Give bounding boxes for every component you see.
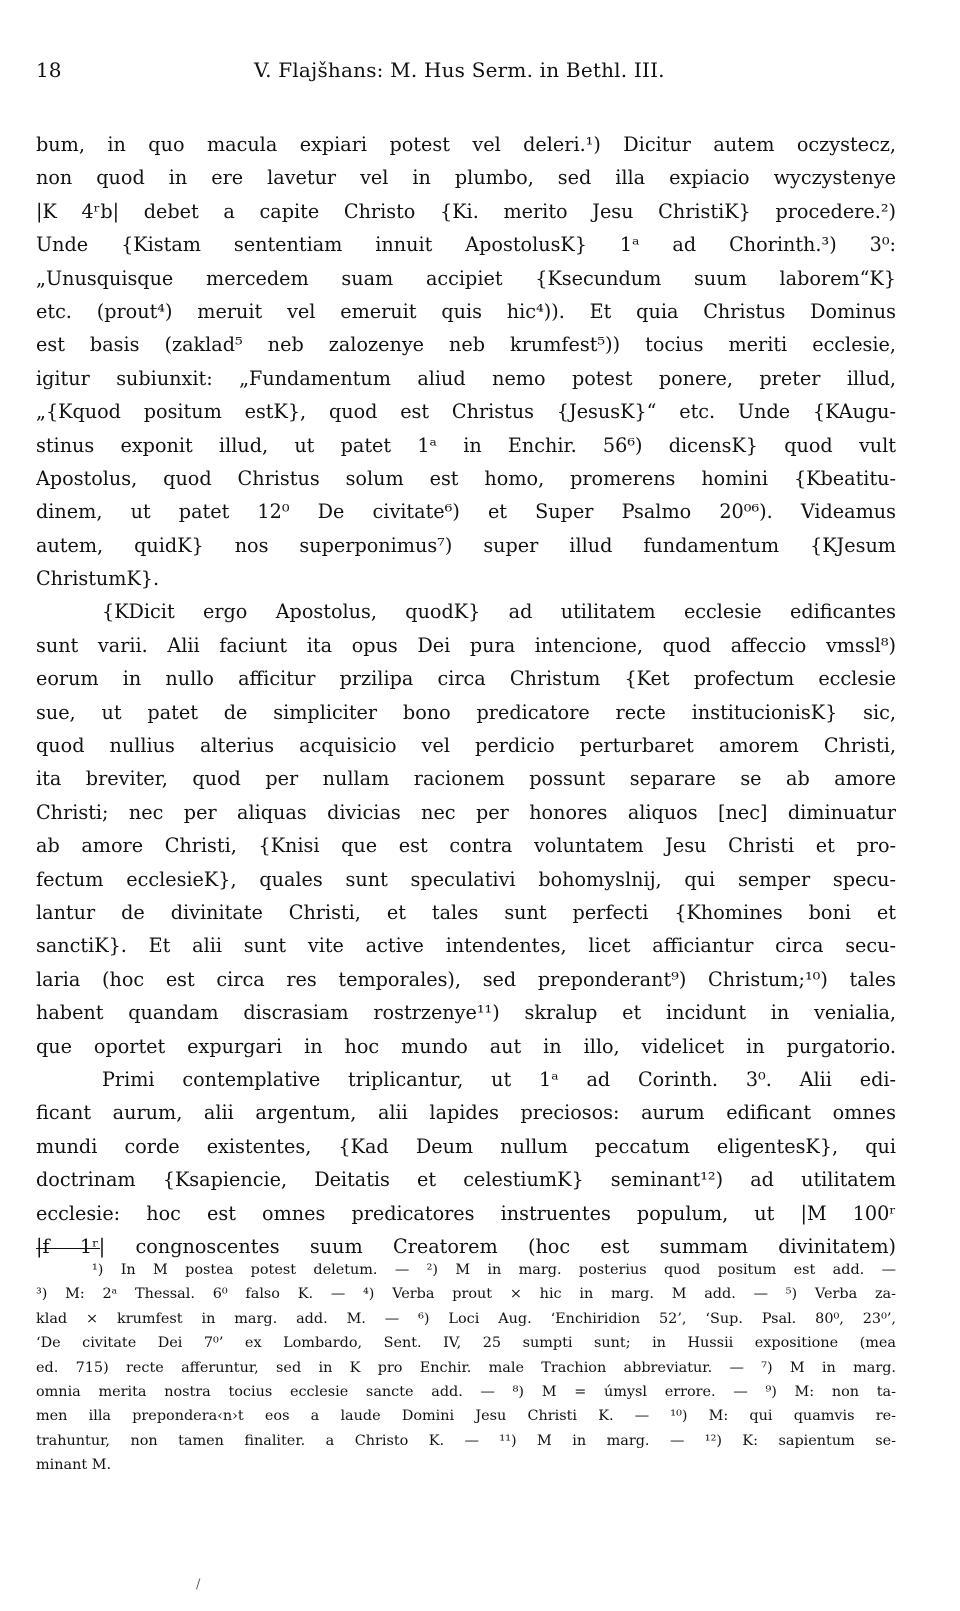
footnote-line: ‘De civitate Dei 7⁰’ ex Lombardo, Sent. IV, 25 sumpti sunt; in Hussii expositione (mea: [36, 1335, 896, 1352]
text-line: fectum ecclesieK}, quales sunt speculativi bohomyslnij, qui semper specu-: [36, 867, 896, 891]
text-line: |f 1ʳ| congnoscentes suum Creatorem (hoc est summam divinitatem): [36, 1234, 896, 1258]
page-header: [36, 58, 906, 88]
footnote-line: minant M.: [36, 1457, 112, 1474]
footnote-line: men illa prepondera‹n›t eos a laude Domini Jesu Christi K. — ¹⁰) M: qui quamvis re-: [36, 1408, 896, 1425]
text-line: Unde {Kistam sententiam innuit ApostolusK} 1ᵃ ad Chorinth.³) 3⁰:: [36, 233, 896, 257]
text-line: autem, quidK} nos superponimus⁷) super illud fundamentum {KJesum: [36, 533, 896, 557]
text-line: ficant aurum, alii argentum, alii lapides preciosos: aurum edificant omnes: [36, 1101, 896, 1125]
footnote-line: klad × krumfest in marg. add. M. — ⁶) Loci Aug. ‘Enchiridion 52’, ‘Sup. Psal. 80⁰, 23⁰’,: [36, 1310, 896, 1327]
text-line: lantur de divinitate Christi, et tales sunt perfecti {Khomines boni et: [36, 900, 896, 924]
footnote-line: ³) M: 2ᵃ Thessal. 6⁰ falso K. — ⁴) Verba prout × hic in marg. M add. — ⁵) Verba za-: [36, 1286, 896, 1303]
text-line: igitur subiunxit: „Fundamentum aliud nemo potest ponere, preter illud,: [36, 366, 896, 390]
text-line: eorum in nullo afficitur przilipa circa Christum {Ket profectum ecclesie: [36, 667, 896, 691]
text-line: ita breviter, quod per nullam racionem possunt separare se ab amore: [36, 767, 896, 791]
text-line: „{Kquod positum estK}, quod est Christus {JesusK}“ etc. Unde {KAugu-: [36, 400, 896, 424]
text-line: laria (hoc est circa res temporales), sed preponderant⁹) Christum;¹⁰) tales: [36, 967, 896, 991]
stray-mark: /: [196, 1577, 201, 1592]
text-line: mundi corde existentes, {Kad Deum nullum peccatum eligentesK}, qui: [36, 1134, 896, 1158]
text-line: ecclesie: hoc est omnes predicatores instruentes populum, ut |M 100ʳ: [36, 1201, 896, 1225]
text-line: est basis (zaklad⁵ neb zalozenye neb krumfest⁵)) tocius meriti ecclesie,: [36, 333, 896, 357]
footnote-line: omnia merita nostra tocius ecclesie sancte add. — ⁸) M = úmysl errore. — ⁹) M: non ta-: [36, 1383, 896, 1400]
text-line: habent quandam discrasiam rostrzenye¹¹) skralup et incidunt in venialia,: [36, 1001, 896, 1025]
text-line: {KDicit ergo Apostolus, quodK} ad utilitatem ecclesie edificantes: [102, 600, 896, 624]
text-line: Christi; nec per aliquas divicias nec per honores aliquos [nec] diminuatur: [36, 800, 896, 824]
text-line: „Unusquisque mercedem suam accipiet {Ksecundum suum laborem“K}: [36, 266, 896, 290]
footnote-separator: [36, 1248, 100, 1249]
running-head: V. Flajšhans: M. Hus Serm. in Bethl. III.: [254, 58, 665, 82]
text-line: Primi contemplative triplicantur, ut 1ᵃ ad Corinth. 3⁰. Alii edi-: [102, 1067, 896, 1091]
text-line: ChristumK}.: [36, 567, 160, 591]
main-text: [36, 128, 896, 1263]
text-line: dinem, ut patet 12⁰ De civitate⁶) et Super Psalmo 20⁰⁶). Videamus: [36, 500, 896, 524]
text-line: doctrinam {Ksapiencie, Deitatis et celestiumK} seminant¹²) ad utilitatem: [36, 1168, 896, 1192]
footnotes: [36, 1258, 896, 1478]
text-line: que oportet expurgari in hoc mundo aut in illo, videlicet in purgatorio.: [36, 1034, 896, 1058]
text-line: quod nullius alterius acquisicio vel perdicio perturbaret amorem Christi,: [36, 734, 896, 758]
text-line: Apostolus, quod Christus solum est homo, promerens homini {Kbeatitu-: [36, 466, 896, 490]
footnote-line: ed. 715) recte afferuntur, sed in K pro Enchir. male Trachion abbreviatur. — ⁷) M in marg.: [36, 1359, 896, 1376]
text-line: bum, in quo macula expiari potest vel deleri.¹) Dicitur autem oczystecz,: [36, 133, 896, 156]
text-line: sanctiK}. Et alii sunt vite active intendentes, licet afficiantur circa secu-: [36, 934, 896, 958]
text-line: non quod in ere lavetur vel in plumbo, sed illa expiacio wyczystenye: [36, 166, 896, 190]
text-line: stinus exponit illud, ut patet 1ᵃ in Enchir. 56⁶) dicensK} quod vult: [36, 433, 896, 457]
text-line: ab amore Christi, {Knisi que est contra voluntatem Jesu Christi et pro-: [36, 834, 896, 858]
footnote-line: trahuntur, non tamen finaliter. a Christo K. — ¹¹) M in marg. — ¹²) K: sapientum se-: [36, 1432, 896, 1449]
text-line: etc. (prout⁴) meruit vel emeruit quis hic⁴)). Et quia Christus Dominus: [36, 299, 896, 323]
text-line: sue, ut patet de simpliciter bono predicatore recte institucionisK} sic,: [36, 700, 896, 724]
page-number: 18: [36, 58, 62, 82]
text-line: sunt varii. Alii faciunt ita opus Dei pura intencione, quod affeccio vmssl⁸): [36, 633, 896, 657]
footnote-line: ¹) In M postea potest deletum. — ²) M in marg. posterius quod positum est add. —: [92, 1262, 896, 1278]
text-line: |K 4ʳb| debet a capite Christo {Ki. merito Jesu ChristiK} procedere.²): [36, 199, 896, 223]
